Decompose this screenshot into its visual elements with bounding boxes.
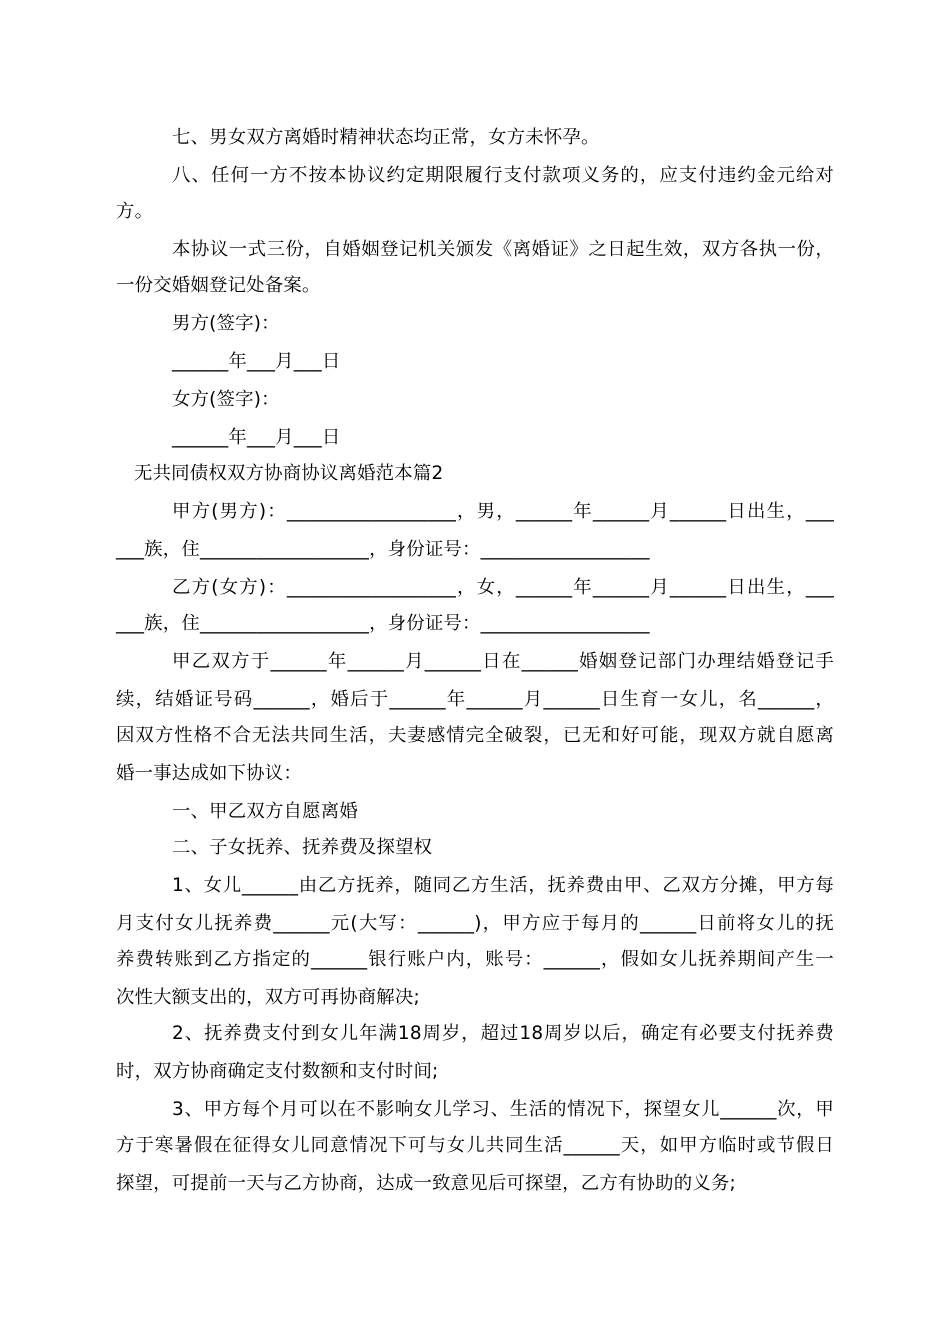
text-line: 2、抚养费支付到女儿年满18周岁，超过18周岁以后，确定有必要支付抚养费 [172,1023,834,1044]
text-line: 二、子女抚养、抚养费及探望权 [172,837,433,858]
text-line: ___族，住__________________，身份证号：__________________ [116,613,650,634]
text-line: 甲乙双方于______年______月______日在______婚姻登记部门办理结婚登记手 [172,651,834,672]
text-line: 时，双方协商确定支付数额和支付时间; [116,1061,439,1082]
text-line: 甲方(男方)：__________________，男，______年______月______日出生，___ [172,501,834,522]
text-line: ______年___月___日 [172,427,341,448]
text-line: 续，结婚证号码______，婚后于______年______月______日生育一女儿，名______， [116,689,834,710]
text-line: 一份交婚姻登记处备案。 [116,275,321,296]
text-line: 女方(签字)： [172,389,280,410]
text-line: 八、任何一方不按本协议约定期限履行支付款项义务的，应支付违约金元给对 [172,165,834,186]
text-line: 七、男女双方离婚时精神状态均正常，女方未怀孕。 [172,127,600,148]
text-line: 方于寒暑假在征得女儿同意情况下可与女儿共同生活______天，如甲方临时或节假日 [116,1135,834,1156]
text-line: 婚一事达成如下协议： [116,763,302,784]
text-line: 本协议一式三份，自婚姻登记机关颁发《离婚证》之日起生效，双方各执一份， [172,239,834,260]
text-line: 男方(签字)： [172,313,280,334]
text-line: 方。 [116,201,154,222]
text-line: 探望，可提前一天与乙方协商，达成一致意见后可探望，乙方有协助的义务; [116,1173,736,1194]
text-line: 1、女儿______由乙方抚养，随同乙方生活，抚养费由甲、乙双方分摊，甲方每 [172,875,834,896]
text-line: 3、甲方每个月可以在不影响女儿学习、生活的情况下，探望女儿______次，甲 [172,1099,834,1120]
text-line: 养费转账到乙方指定的______银行账户内，账号：______，假如女儿抚养期间产生一 [116,949,834,970]
text-line: ___族，住__________________，身份证号：__________________ [116,539,650,560]
text-line: 无共同债权双方协商协议离婚范本篇2 [134,463,444,484]
text-line: 月支付女儿抚养费______元(大写：______)，甲方应于每月的______日前将女儿的抚 [116,913,834,934]
text-line: 一、甲乙双方自愿离婚 [172,801,358,822]
text-line: 乙方(女方)：__________________，女，______年______月______日出生，___ [172,577,834,598]
text-line: ______年___月___日 [172,351,341,372]
text-line: 次性大额支出的，双方可再协商解决; [116,987,420,1008]
text-line: 因双方性格不合无法共同生活，夫妻感情完全破裂，已无和好可能，现双方就自愿离 [116,725,834,746]
